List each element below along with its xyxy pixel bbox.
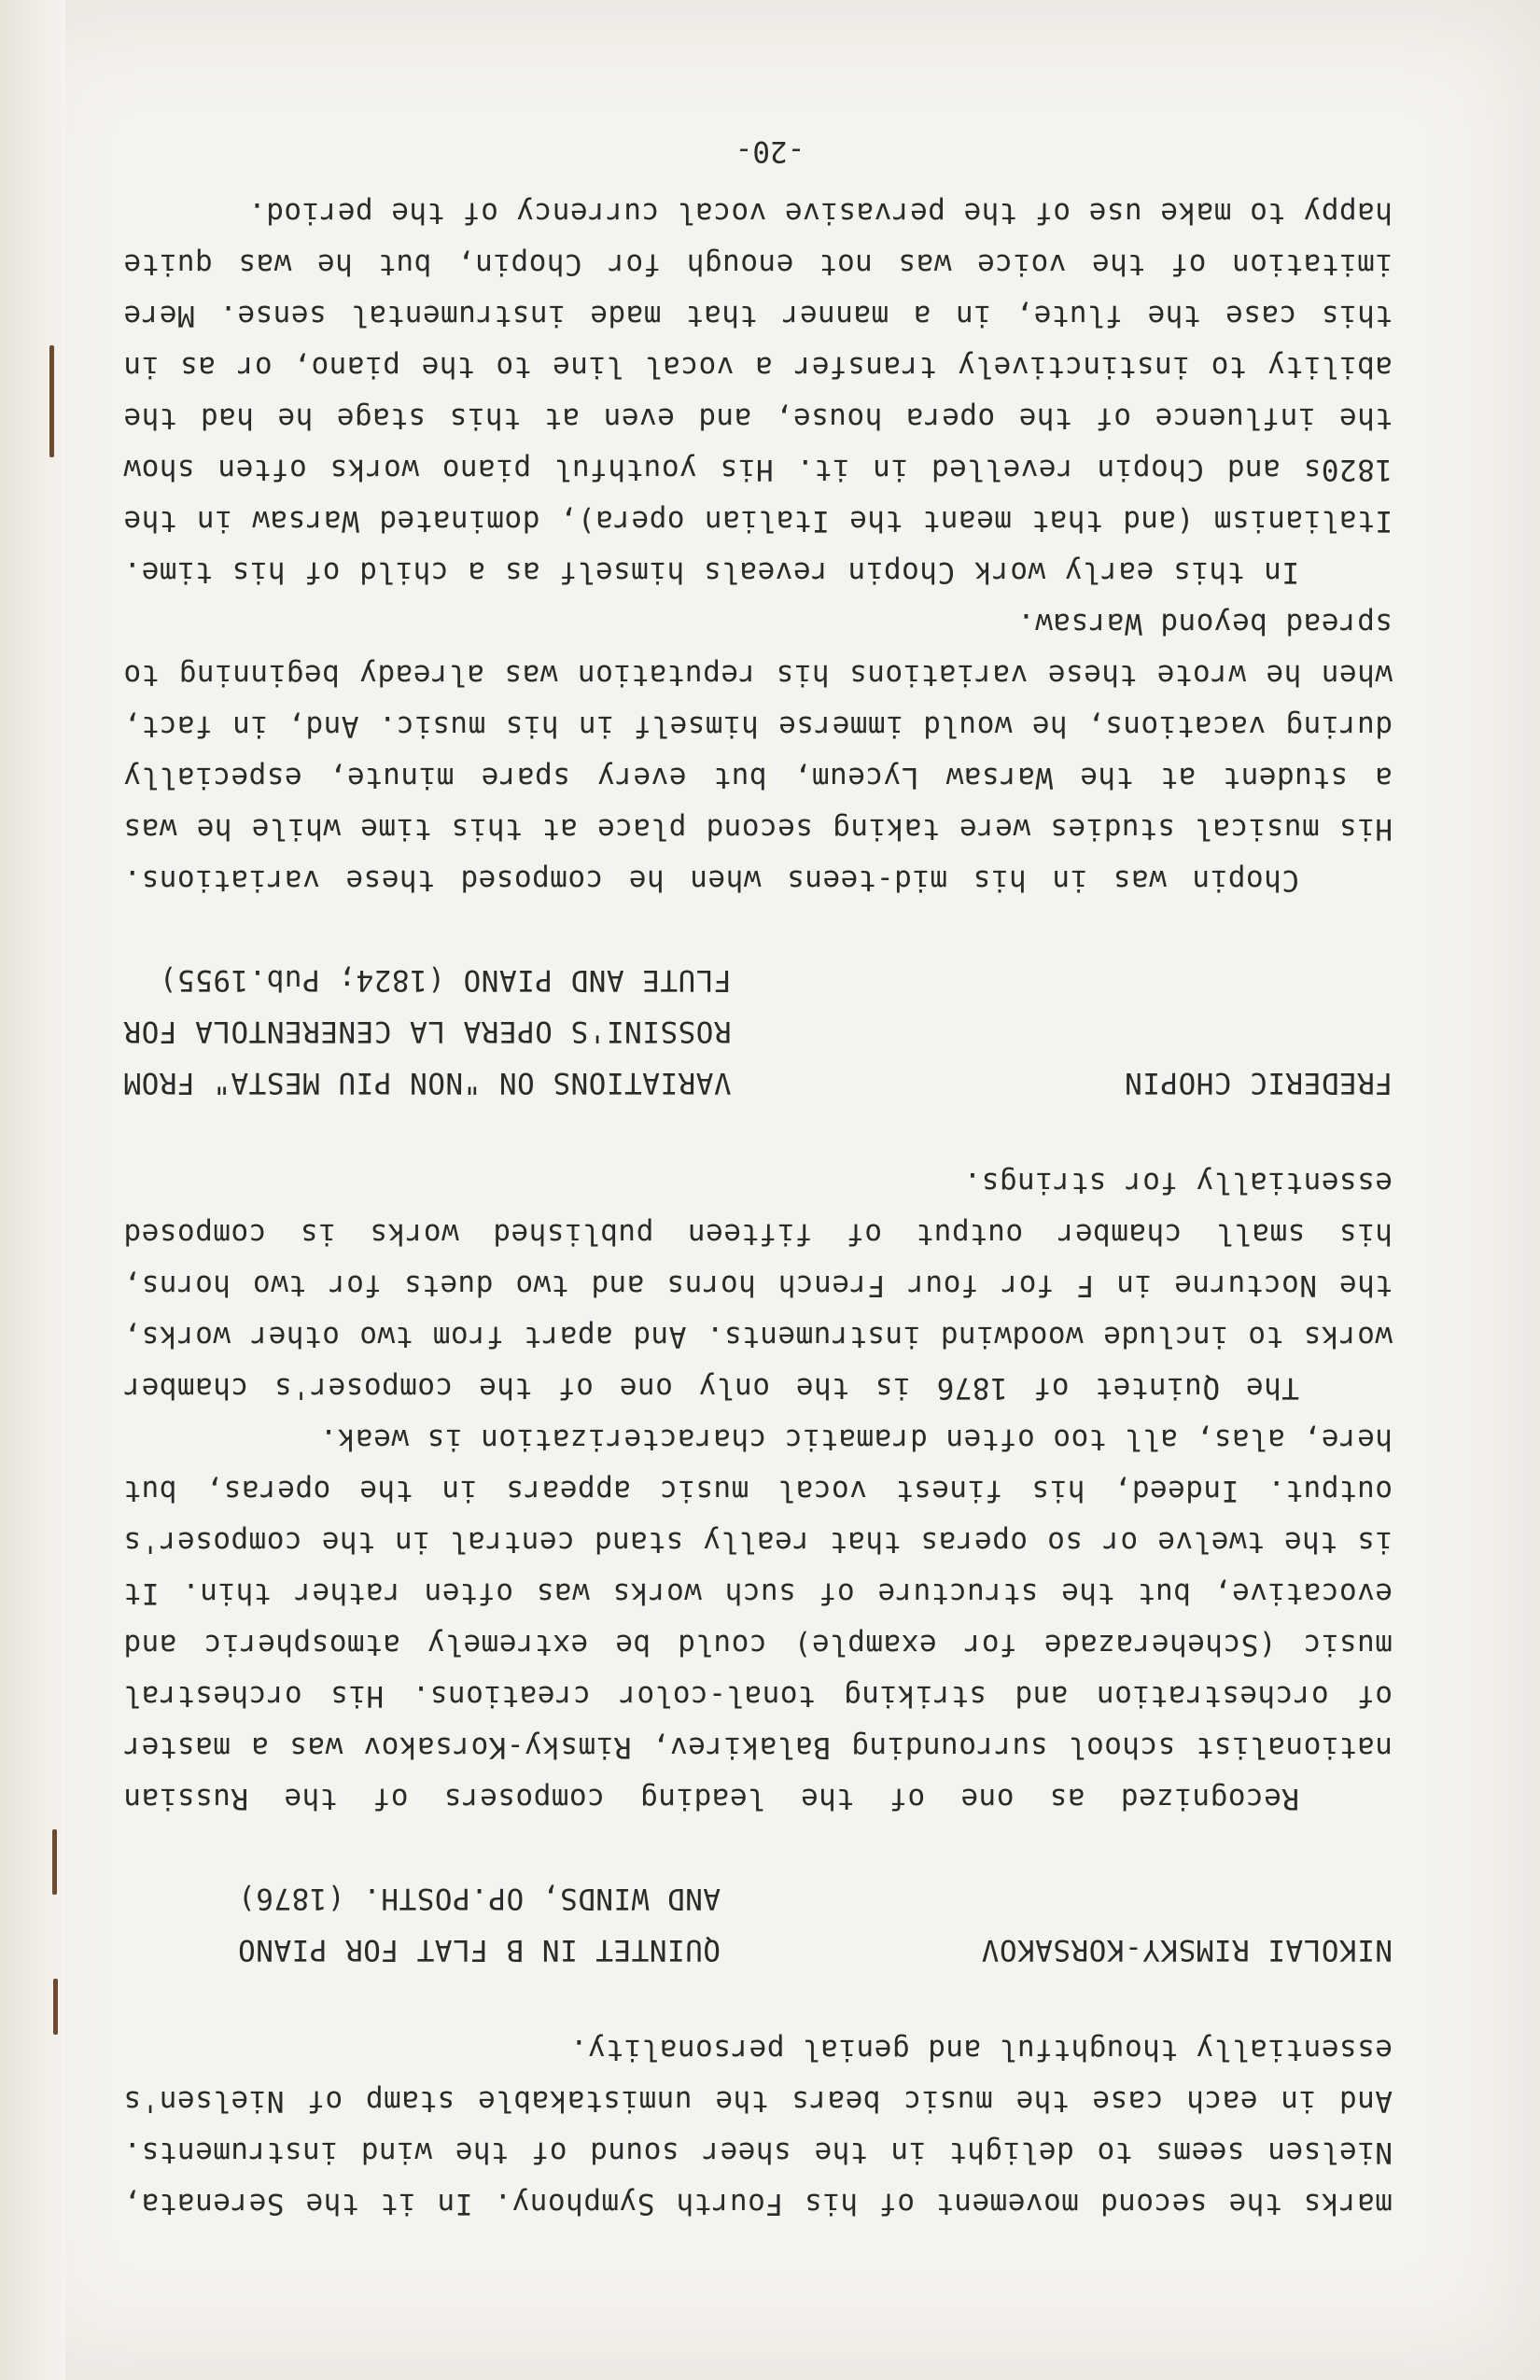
page-number: -20-	[735, 134, 805, 168]
body-paragraph: In this early work Chopin reveals himself as a child of his time. Italianism (and that meant the Italian opera), dominated Warsaw in the 1820s and Chopin revelled in it. His youthful piano works often show the influence of the opera house, and even at this stage he had the ability to instinctively transfer a vocal line to the piano, or as in this case the flute, in a manner that made instrumental sense. Mere imitation of the voice was not enough for Chopin, but he was quite happy to make use of the pervasive vocal currency of the period.	[123, 196, 1393, 589]
work-title-line: AND WINDS, OP.POSTH. (1876)	[237, 1882, 721, 1915]
work-title	[123, 954, 732, 1108]
work-title-line: FLUTE AND PIANO (1824; Pub.1955)	[159, 963, 732, 997]
entry-body-chopin	[123, 187, 1393, 905]
composer-name: FREDERIC CHOPIN	[1124, 1066, 1393, 1099]
entry-header-rimsky	[123, 1872, 1393, 1975]
intro-paragraph: marks the second movement of his Fourth Symphony. In it the Serenata, Nielsen seems to delight in the sheer sound of the wind instruments. And in each case the music bears the unmistakable stamp of Nielsen's essentially thoughtful and genial personality.	[123, 2033, 1393, 2220]
page-content	[123, 187, 1393, 2229]
entry-body-rimsky	[123, 1156, 1393, 1824]
composer-name: NIKOLAI RIMSKY-KORSAKOV	[981, 1933, 1393, 1967]
work-title-line: QUINTET IN B FLAT FOR PIANO	[237, 1933, 721, 1967]
work-title-line: VARIATIONS ON "NON PIU MESTA" FROM	[123, 1066, 732, 1099]
work-title-line: ROSSINI'S OPERA LA CENERENTOLA FOR	[123, 1015, 732, 1048]
work-title	[123, 1872, 721, 1975]
body-paragraph: Chopin was in his mid-teens when he composed these variations. His musical studies were taking second place at this time while he was a student at the Warsaw Lyceum, but every spare minute, especially during vacations, he would immerse himself in his music. And, in fact, when he wrote these variations his reputation was already beginning to spread beyond Warsaw.	[123, 607, 1393, 897]
entry-header-chopin	[123, 954, 1393, 1108]
body-paragraph: Recognized as one of the leading composers of the Russian nationalist school surrounding Balakirev, Rimsky-Korsakov was a master of orchestration and striking tonal-color creations. His orchestral music (Scheherazade for example) could be extremely atmospheric and evocative, but the structure of such works was often rather thin. It is the twelve or so operas that really stand central in the composer's output. Indeed, his finest vocal music appears in the operas, but here, alas, all too often dramatic characterization is weak.	[123, 1422, 1393, 1815]
body-paragraph: The Quintet of 1876 is the only one of the composer's chamber works to include woodwind instruments. And apart from two other works, the Nocturne in F for four French horns and two duets for two horns, his small chamber output of fifteen published works is composed essentially for strings.	[123, 1166, 1393, 1405]
